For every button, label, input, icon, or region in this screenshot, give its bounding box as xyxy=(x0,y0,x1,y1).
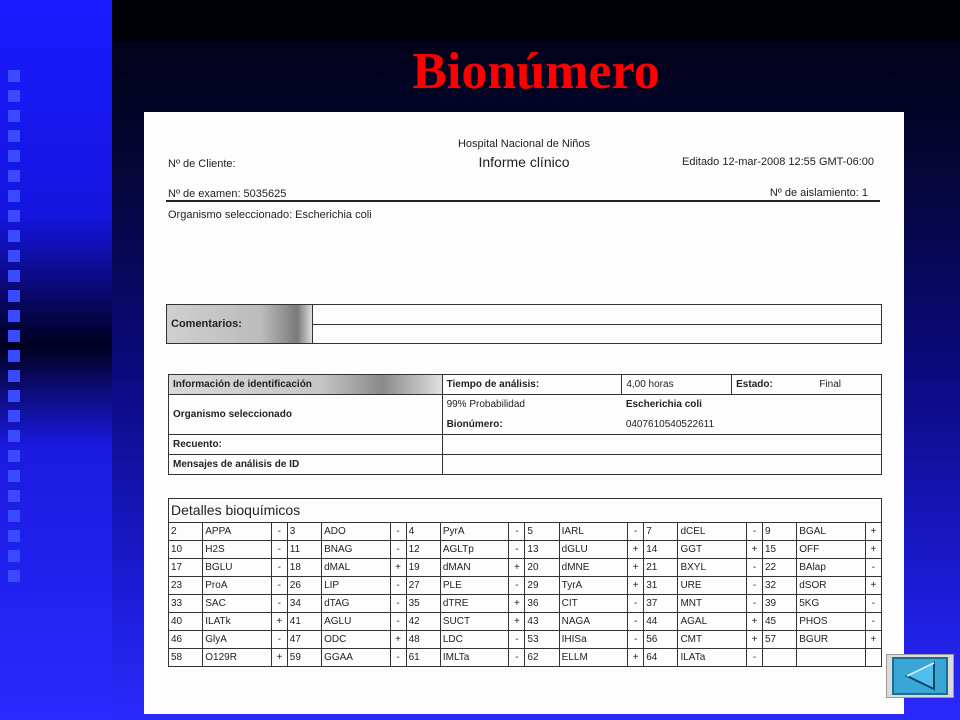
test-code: GGAA xyxy=(322,649,391,667)
test-number: 61 xyxy=(406,649,440,667)
clinical-report xyxy=(144,112,904,714)
test-code: IMLTa xyxy=(440,649,509,667)
biochem-row xyxy=(169,523,882,541)
test-code xyxy=(797,649,866,667)
test-number: 34 xyxy=(287,595,321,613)
test-number: 44 xyxy=(644,613,678,631)
test-code: GlyA xyxy=(203,631,272,649)
decor-square xyxy=(8,210,20,222)
test-result: + xyxy=(628,577,644,595)
test-result: - xyxy=(390,595,406,613)
decor-square xyxy=(8,150,20,162)
test-result: - xyxy=(747,523,763,541)
test-code: PHOS xyxy=(797,613,866,631)
test-code: LDC xyxy=(440,631,509,649)
decor-square xyxy=(8,490,20,502)
test-number: 2 xyxy=(169,523,203,541)
decor-square xyxy=(8,390,20,402)
test-number: 47 xyxy=(287,631,321,649)
test-code: BXYL xyxy=(678,559,747,577)
test-code: TyrA xyxy=(559,577,628,595)
test-number: 46 xyxy=(169,631,203,649)
test-result: - xyxy=(628,595,644,613)
test-code: AGAL xyxy=(678,613,747,631)
test-number: 62 xyxy=(525,649,559,667)
decor-squares xyxy=(8,70,22,582)
test-number: 20 xyxy=(525,559,559,577)
test-result: - xyxy=(509,577,525,595)
test-number xyxy=(762,649,796,667)
test-number: 3 xyxy=(287,523,321,541)
test-result: + xyxy=(865,541,881,559)
state-value: Final xyxy=(819,379,841,390)
test-result: + xyxy=(271,649,287,667)
test-code: BGUR xyxy=(797,631,866,649)
test-number: 7 xyxy=(644,523,678,541)
test-result: + xyxy=(628,649,644,667)
test-code: BNAG xyxy=(322,541,391,559)
test-result: - xyxy=(390,523,406,541)
organism-label: Organismo seleccionado xyxy=(169,395,443,435)
test-result: + xyxy=(509,595,525,613)
top-decor-band xyxy=(112,0,960,42)
test-result: - xyxy=(865,613,881,631)
biochem-row xyxy=(169,631,882,649)
test-code: BAlap xyxy=(797,559,866,577)
test-code: dCEL xyxy=(678,523,747,541)
test-code: SUCT xyxy=(440,613,509,631)
test-code: ProA xyxy=(203,577,272,595)
test-result: - xyxy=(271,541,287,559)
test-code: ELLM xyxy=(559,649,628,667)
decor-square xyxy=(8,570,20,582)
test-code: MNT xyxy=(678,595,747,613)
decor-square xyxy=(8,330,20,342)
test-number: 32 xyxy=(762,577,796,595)
decor-square xyxy=(8,70,20,82)
test-number: 35 xyxy=(406,595,440,613)
test-result: - xyxy=(747,559,763,577)
test-number: 59 xyxy=(287,649,321,667)
test-code: H2S xyxy=(203,541,272,559)
decor-square xyxy=(8,530,20,542)
test-result: + xyxy=(271,613,287,631)
test-code: IHISa xyxy=(559,631,628,649)
organism-value: Escherichia coli xyxy=(622,395,882,415)
test-result: - xyxy=(628,613,644,631)
test-number: 29 xyxy=(525,577,559,595)
bionumber-value: 0407610540522611 xyxy=(622,415,882,435)
test-result: - xyxy=(390,541,406,559)
test-result: + xyxy=(865,523,881,541)
test-result: + xyxy=(628,559,644,577)
biochem-row xyxy=(169,577,882,595)
test-number: 31 xyxy=(644,577,678,595)
test-number: 37 xyxy=(644,595,678,613)
test-code: SAC xyxy=(203,595,272,613)
test-code: PLE xyxy=(440,577,509,595)
count-value xyxy=(442,435,881,455)
test-number: 48 xyxy=(406,631,440,649)
test-result: - xyxy=(509,541,525,559)
test-code: CIT xyxy=(559,595,628,613)
test-code: URE xyxy=(678,577,747,595)
analysis-time-label: Tiempo de análisis: xyxy=(442,375,622,395)
test-code: PyrA xyxy=(440,523,509,541)
decor-square xyxy=(8,130,20,142)
test-number: 53 xyxy=(525,631,559,649)
test-result: - xyxy=(271,523,287,541)
test-number: 36 xyxy=(525,595,559,613)
exam-number: Nº de examen: 5035625 xyxy=(168,188,287,200)
test-result: - xyxy=(390,577,406,595)
biochem-row xyxy=(169,541,882,559)
test-code: dMAL xyxy=(322,559,391,577)
decor-square xyxy=(8,250,20,262)
test-result: - xyxy=(747,595,763,613)
test-result: - xyxy=(271,559,287,577)
comments-area xyxy=(313,305,881,343)
test-code: dTRE xyxy=(440,595,509,613)
test-code: ODC xyxy=(322,631,391,649)
test-number: 22 xyxy=(762,559,796,577)
test-code: ILATk xyxy=(203,613,272,631)
id-info-header: Información de identificación xyxy=(169,375,443,395)
test-number: 42 xyxy=(406,613,440,631)
decor-square xyxy=(8,550,20,562)
test-result: - xyxy=(747,649,763,667)
test-code: dMAN xyxy=(440,559,509,577)
decor-square xyxy=(8,190,20,202)
bionumber-label: Bionúmero: xyxy=(442,415,622,435)
test-code: 5KG xyxy=(797,595,866,613)
test-code: LIP xyxy=(322,577,391,595)
test-number: 33 xyxy=(169,595,203,613)
test-number: 14 xyxy=(644,541,678,559)
test-number: 21 xyxy=(644,559,678,577)
analysis-time-value: 4,00 horas xyxy=(622,375,732,395)
test-code: dMNE xyxy=(559,559,628,577)
decor-square xyxy=(8,170,20,182)
test-number: 19 xyxy=(406,559,440,577)
test-result: + xyxy=(747,631,763,649)
decor-square xyxy=(8,430,20,442)
test-number: 23 xyxy=(169,577,203,595)
test-code: O129R xyxy=(203,649,272,667)
test-result: + xyxy=(747,541,763,559)
test-number: 41 xyxy=(287,613,321,631)
test-code: AGLTp xyxy=(440,541,509,559)
test-number: 27 xyxy=(406,577,440,595)
test-code: ILATa xyxy=(678,649,747,667)
test-code: OFF xyxy=(797,541,866,559)
test-number: 12 xyxy=(406,541,440,559)
test-code: dTAG xyxy=(322,595,391,613)
state-label: Estado: xyxy=(736,379,773,390)
test-code: AGLU xyxy=(322,613,391,631)
test-code: ADO xyxy=(322,523,391,541)
test-result xyxy=(865,649,881,667)
organism-selected: Organismo seleccionado: Escherichia coli xyxy=(168,209,372,221)
test-code: APPA xyxy=(203,523,272,541)
test-number: 17 xyxy=(169,559,203,577)
decor-square xyxy=(8,510,20,522)
test-number: 64 xyxy=(644,649,678,667)
biochem-table xyxy=(168,522,882,667)
biochem-row xyxy=(169,649,882,667)
count-label: Recuento: xyxy=(169,435,443,455)
client-label: Nº de Cliente: xyxy=(168,158,236,170)
decor-square xyxy=(8,270,20,282)
decor-square xyxy=(8,310,20,322)
comments-line-2 xyxy=(313,324,881,344)
identification-table xyxy=(168,374,882,475)
test-code: IARL xyxy=(559,523,628,541)
test-number: 13 xyxy=(525,541,559,559)
test-result: + xyxy=(865,631,881,649)
test-code: BGLU xyxy=(203,559,272,577)
edited-timestamp: Editado 12-mar-2008 12:55 GMT-06:00 xyxy=(681,156,874,168)
test-number: 45 xyxy=(762,613,796,631)
test-result: + xyxy=(509,559,525,577)
test-result: + xyxy=(628,541,644,559)
report-type: Informe clínico xyxy=(478,154,570,170)
test-result: - xyxy=(271,631,287,649)
decor-square xyxy=(8,230,20,242)
test-number: 43 xyxy=(525,613,559,631)
biochem-row xyxy=(169,595,882,613)
test-result: - xyxy=(390,649,406,667)
decor-square xyxy=(8,350,20,362)
biochem-row xyxy=(169,559,882,577)
test-number: 40 xyxy=(169,613,203,631)
test-number: 26 xyxy=(287,577,321,595)
test-code: NAGA xyxy=(559,613,628,631)
test-number: 18 xyxy=(287,559,321,577)
test-number: 9 xyxy=(762,523,796,541)
test-result: + xyxy=(390,559,406,577)
test-number: 58 xyxy=(169,649,203,667)
test-number: 10 xyxy=(169,541,203,559)
test-result: - xyxy=(390,613,406,631)
header-divider xyxy=(166,200,880,202)
test-result: - xyxy=(747,577,763,595)
test-result: - xyxy=(509,631,525,649)
messages-label: Mensajes de análisis de ID xyxy=(169,455,443,475)
decor-square xyxy=(8,410,20,422)
test-result: - xyxy=(628,631,644,649)
test-code: GGT xyxy=(678,541,747,559)
test-result: - xyxy=(865,595,881,613)
state-cell xyxy=(732,375,882,395)
test-result: - xyxy=(865,559,881,577)
test-result: + xyxy=(390,631,406,649)
test-number: 56 xyxy=(644,631,678,649)
decor-square xyxy=(8,470,20,482)
decor-square xyxy=(8,110,20,122)
test-number: 39 xyxy=(762,595,796,613)
decor-square xyxy=(8,450,20,462)
test-number: 5 xyxy=(525,523,559,541)
test-code: dSOR xyxy=(797,577,866,595)
test-number: 4 xyxy=(406,523,440,541)
slide-title: Bionúmero xyxy=(412,43,660,100)
test-result: + xyxy=(747,613,763,631)
biochem-title: Detalles bioquímicos xyxy=(168,498,882,522)
biochem-row xyxy=(169,613,882,631)
decor-square xyxy=(8,290,20,302)
comments-label: Comentarios: xyxy=(167,305,313,343)
test-result: - xyxy=(271,595,287,613)
back-button[interactable] xyxy=(892,657,948,695)
test-number: 57 xyxy=(762,631,796,649)
hospital-name: Hospital Nacional de Niños xyxy=(457,138,591,150)
test-number: 11 xyxy=(287,541,321,559)
test-result: - xyxy=(628,523,644,541)
probability: 99% Probabilidad xyxy=(442,395,622,415)
decor-square xyxy=(8,90,20,102)
isolation-number: Nº de aislamiento: 1 xyxy=(769,187,868,199)
back-triangle-icon xyxy=(894,659,946,693)
test-result: - xyxy=(509,523,525,541)
messages-value xyxy=(442,455,881,475)
test-code: BGAL xyxy=(797,523,866,541)
comments-box xyxy=(166,304,882,344)
test-result: - xyxy=(271,577,287,595)
test-number: 15 xyxy=(762,541,796,559)
test-code: CMT xyxy=(678,631,747,649)
comments-line-1 xyxy=(313,305,881,324)
test-code: dGLU xyxy=(559,541,628,559)
test-result: - xyxy=(509,649,525,667)
test-result: + xyxy=(509,613,525,631)
test-result: + xyxy=(865,577,881,595)
decor-square xyxy=(8,370,20,382)
